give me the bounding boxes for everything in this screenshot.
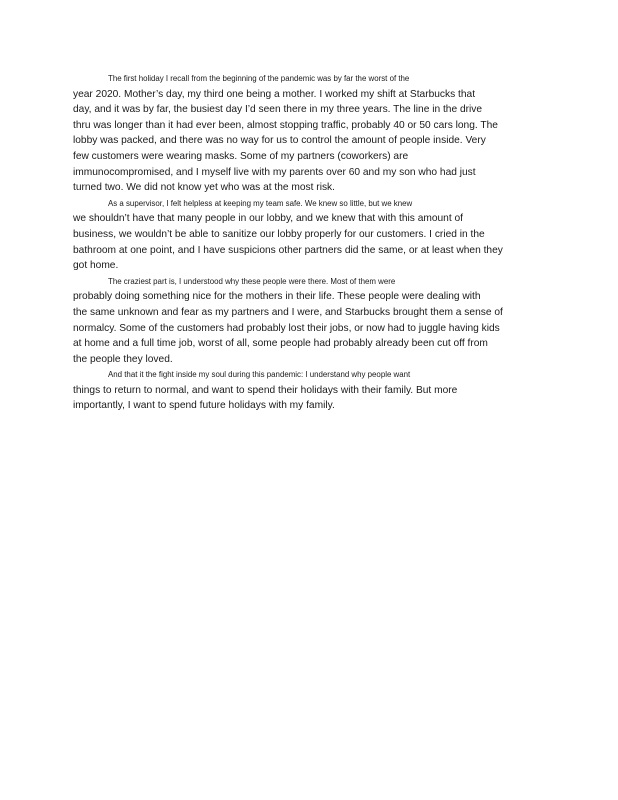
paragraph-line: turned two. We did not know yet who was at the most risk.	[73, 182, 335, 194]
paragraph-line: The craziest part is, I understood why these people were there. Most of them were	[108, 276, 396, 286]
paragraph-line: normalcy. Some of the customers had probably lost their jobs, or now had to juggle having kids	[73, 322, 500, 334]
paragraph-line: probably doing something nice for the mothers in their life. These people were dealing with	[73, 291, 481, 303]
paragraph-line: day, and it was by far, the busiest day I’d seen there in my three years. The line in the drive	[73, 104, 483, 116]
paragraph-line: got home.	[73, 260, 119, 272]
paragraph-line: immunocompromised, and I myself live with my parents over 60 and my son who had just	[73, 166, 476, 178]
paragraph-line: we shouldn’t have that many people in our lobby, and we knew that with this amount of	[73, 213, 463, 225]
paragraph-line: year 2020. Mother’s day, my third one being a mother. I worked my shift at Starbucks that	[73, 88, 476, 100]
paragraph-line: lobby was packed, and there was no way for us to control the amount of people inside. Very	[73, 135, 486, 147]
paragraph-line: As a supervisor, I felt helpless at keeping my team safe. We knew so little, but we knew	[108, 198, 413, 208]
paragraph-1	[73, 71, 546, 196]
paragraph-3	[73, 274, 546, 368]
paragraph-line: few customers were wearing masks. Some of my partners (coworkers) are	[73, 150, 409, 162]
paragraph-line: The first holiday I recall from the beginning of the pandemic was by far the worst of the	[108, 74, 410, 83]
paragraph-line: the people they loved.	[73, 353, 173, 365]
paragraph-line: bathroom at one point, and I have suspicions other partners did the same, or at least when they	[73, 244, 503, 256]
paragraph-line: business, we wouldn’t be able to sanitize our lobby properly for our customers. I cried in the	[73, 228, 485, 240]
document-body	[73, 71, 546, 414]
paragraph-line: thru was longer than it had ever been, almost stopping traffic, probably 40 or 50 cars long. The	[73, 119, 498, 131]
paragraph-line: at home and a full time job, worst of all, some people had probably already been cut off from	[73, 338, 488, 350]
paragraph-2	[73, 196, 546, 274]
paragraph-line: importantly, I want to spend future holidays with my family.	[73, 400, 335, 412]
paragraph-line: things to return to normal, and want to spend their holidays with their family. But more	[73, 384, 458, 396]
paragraph-4	[73, 367, 546, 414]
paragraph-line: the same unknown and fear as my partners and I were, and Starbucks brought them a sense of	[73, 306, 503, 318]
paragraph-line: And that it the fight inside my soul during this pandemic: I understand why people want	[108, 370, 411, 380]
